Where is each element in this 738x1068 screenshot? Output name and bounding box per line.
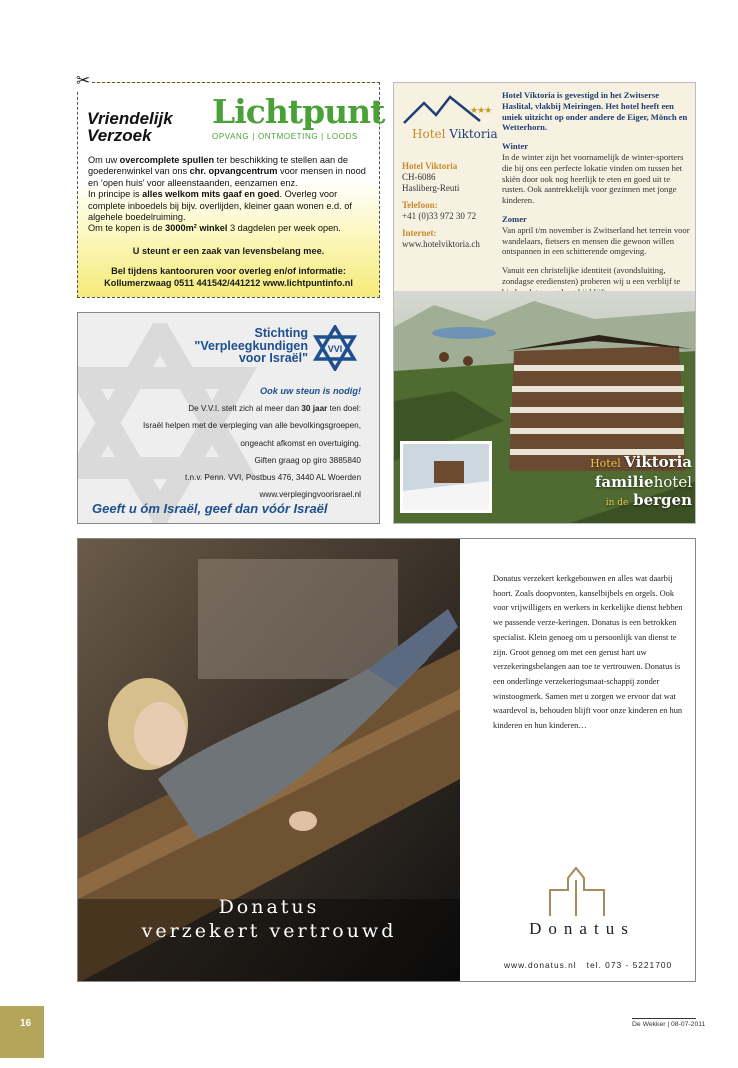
donatus-wordmark: Donatus bbox=[529, 919, 635, 938]
hotel-brand bbox=[412, 127, 498, 141]
addr-name: Hotel Viktoria bbox=[402, 161, 458, 171]
hotel-intro: Hotel Viktoria is gevestigd in het Zwitserse Haslital, vlakbij Meiringen. Het hotel heeft een uniek uitzicht op onder andere de Eiger, Mönch en Wetterhorn. bbox=[502, 90, 688, 133]
logo-sub-1: OPVANG bbox=[212, 132, 250, 141]
page-number: 16 bbox=[0, 1006, 44, 1058]
lichtpunt-ad bbox=[76, 71, 385, 298]
hotel-viktoria-ad bbox=[393, 82, 696, 524]
tag-in-de: in de bbox=[605, 498, 629, 508]
hotel-tagline bbox=[580, 453, 692, 512]
body-bold: overcomplete spullen bbox=[119, 155, 215, 165]
body-text: 3 dagdelen per week open. bbox=[227, 223, 341, 234]
body-bold: chr. opvangcentrum bbox=[189, 166, 278, 177]
claim-line-1: Donatus bbox=[218, 896, 320, 918]
tag-bergen: bergen bbox=[633, 491, 692, 509]
vvi-tagline: Geeft u óm Israël, geef dan vóór Israël bbox=[92, 501, 328, 516]
contact-line-2: Kollumerzwaag 0511 441542/441212 www.lichtpuntinfo.nl bbox=[104, 277, 353, 288]
tag-hotel2: hotel bbox=[653, 473, 692, 491]
hotel-address bbox=[402, 161, 492, 250]
logo-sub-sep-1: | bbox=[252, 132, 255, 141]
donatus-contact bbox=[504, 960, 673, 970]
logo-sub-2: ONTMOETING bbox=[257, 132, 319, 141]
scissors-icon: ✂ bbox=[76, 71, 91, 90]
winter-text: In de winter zijn het voornamelijk de winter-sporters die bij ons een perfecte lokatie vinden om tussen het skiën door ook nog heerlijk te eten en goed uit te rusten. Ook aantrekkelijk voor gezinnen met jonge kinderen. bbox=[502, 151, 684, 206]
body-bold: 3000m² winkel bbox=[165, 223, 228, 234]
addr-line-1: CH-6086 bbox=[402, 172, 436, 182]
tag-hotel: Hotel bbox=[590, 457, 621, 470]
heading-line-2: Verzoek bbox=[87, 126, 152, 145]
lichtpunt-support: U steunt er een zaak van levensbelang mee. bbox=[132, 246, 325, 256]
hotel-closing: Vanuit een christelijke identiteit (avondsluiting, zondagse erediensten) proberen wij u een verblijf te bbox=[502, 265, 681, 286]
lichtpunt-heading bbox=[87, 110, 207, 144]
body-text: voor mensen in nood en ‘open huis’ voor alleenstaanden, eenzamen enz. bbox=[88, 166, 366, 188]
lichtpunt-logo bbox=[212, 92, 385, 149]
brand-word-1: Hotel bbox=[412, 127, 446, 141]
donatus-tel: tel. 073 - 5221700 bbox=[586, 960, 673, 970]
body-text: Om uw bbox=[88, 155, 120, 165]
lichtpunt-contact bbox=[78, 266, 379, 289]
zomer-heading: Zomer bbox=[502, 213, 527, 224]
brand-word-2: Viktoria bbox=[449, 127, 498, 141]
vvi-slogan: Ook uw steun is nodig! bbox=[259, 386, 361, 396]
vvi-ad bbox=[77, 312, 380, 524]
donatus-copy: Donatus verzekert kerkgebouwen en alles wat daarbij hoort. Zoals doopvonten, kanselbijbels en orgels. Ook voor vrijwilligers en werkers in kerkelijke dienst hebben we passende verze-keringen. Donatus is een betrokken specialist. Klein genoeg om u persoonlijk van dienst te zijn. Groot genoeg om met een gerust hart uw verzekeringsbelangen aan toe te vertrouwen. Donatus is een onderlinge verzekeringsmaat-schappij zonder winstoogmerk. Samen met u zorgen we ervoor dat wat waardevol is, behouden blijft voor onze kinderen en hun kinderen en hun kinderen… bbox=[493, 574, 683, 731]
church-logo-icon bbox=[542, 866, 612, 918]
donatus-web: www.donatus.nl bbox=[504, 960, 577, 970]
issue-info: De Wekker | 08-07-2011 bbox=[632, 1018, 696, 1028]
vvi-line-4: Giften graag op giro 3885840 bbox=[254, 455, 361, 465]
logo-sub-sep-2: | bbox=[321, 132, 324, 141]
line-text: De V.V.I. stelt zich al meer dan bbox=[188, 404, 302, 414]
body-text: ter beschikking te stellen aan de goederenwinkel van ons bbox=[88, 155, 348, 177]
contact-line-1: Bel tijdens kantooruren voor overleg en/of informatie: bbox=[111, 266, 346, 276]
zomer-text: Van april t/m november is Zwitserland het terrein voor wandelaars, fietsers en mensen die gewoon willen ontspannen in een schitterende omgeving. bbox=[502, 224, 690, 257]
tel-value: +41 (0)33 972 30 72 bbox=[402, 211, 477, 221]
vvi-line-5: t.n.v. Penn. VVI, Postbus 476, 3440 AL Woerden bbox=[185, 473, 361, 483]
addr-line-2: Hasliberg-Reuti bbox=[402, 183, 460, 193]
donatus-claim bbox=[78, 895, 460, 943]
tag-familie: familie bbox=[594, 473, 654, 491]
hotel-stars: ★★★ bbox=[470, 105, 492, 115]
web-value: www.hotelviktoria.ch bbox=[402, 239, 480, 249]
org-line-3: voor Israël" bbox=[238, 351, 308, 365]
logo-sub-3: LOODS bbox=[326, 132, 358, 141]
line-text: ten doel: bbox=[327, 404, 361, 414]
org-line-1: Stichting bbox=[254, 326, 308, 340]
web-label: Internet: bbox=[402, 228, 437, 238]
lichtpunt-body bbox=[88, 155, 374, 235]
org-line-2: "Verpleegkundigen bbox=[194, 338, 308, 353]
body-text: In principe is bbox=[88, 189, 143, 200]
star-label: VVI bbox=[327, 344, 343, 354]
vvi-org-name bbox=[174, 327, 308, 365]
vvi-line-3: ongeacht afkomst en overtuiging. bbox=[240, 438, 361, 448]
vvi-line-1 bbox=[91, 400, 361, 417]
line-bold: 30 jaar bbox=[301, 404, 328, 414]
body-bold: alles welkom mits gaaf en goed bbox=[142, 189, 280, 200]
claim-line-2: verzekert vertrouwd bbox=[141, 920, 397, 942]
vvi-website: www.verplegingvoorisrael.nl bbox=[259, 490, 361, 500]
vvi-text bbox=[91, 383, 361, 503]
hotel-logo bbox=[398, 89, 498, 145]
lichtpunt-logo-word: Lichtpunt bbox=[212, 92, 385, 131]
tel-label: Telefoon: bbox=[402, 200, 438, 210]
vvi-line-2: Israël helpen met de verpleging van alle bevolkingsgroepen, bbox=[142, 421, 361, 431]
tag-viktoria: Viktoria bbox=[624, 453, 692, 471]
body-text: . Overleg voor complete inboedels bij bijv. overlijden, kleiner gaan wonen e.d. of algehele boedelruiming. bbox=[88, 189, 352, 223]
lichtpunt-logo-sub bbox=[212, 132, 368, 141]
winter-heading: Winter bbox=[502, 141, 529, 152]
heading-line-1: Vriendelijk bbox=[87, 109, 173, 128]
star-of-david-icon bbox=[312, 325, 358, 371]
body-text: Om te kopen is de bbox=[88, 223, 166, 234]
hotel-description bbox=[502, 90, 690, 298]
donatus-ad bbox=[77, 538, 696, 982]
